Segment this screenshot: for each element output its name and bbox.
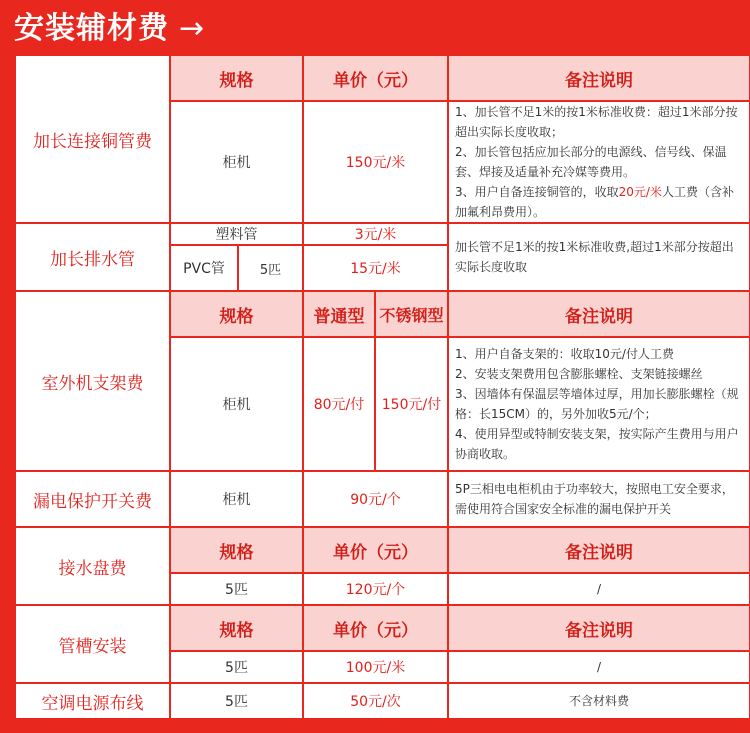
copper-header-note: 备注说明	[448, 55, 750, 101]
wiring-note: 不含材料费	[448, 683, 750, 719]
bracket-note-1: 1、用户自备支架的：收取10元/付人工费	[455, 347, 674, 361]
fee-table	[14, 54, 750, 720]
copper-note-2: 2、加长管包括应加长部分的电源线、信号线、保温套、焊接及适量补充冷媒等费用。	[455, 145, 727, 179]
tray-note: /	[448, 573, 750, 605]
bracket-price-normal: 80元/付	[303, 337, 375, 471]
bracket-name: 室外机支架费	[15, 291, 170, 471]
bracket-header-normal: 普通型	[303, 291, 375, 337]
copper-note	[448, 101, 750, 223]
bracket-note-2: 2、安装支架费用包含膨胀螺栓、支架链接螺丝	[455, 367, 703, 381]
bracket-note	[448, 337, 750, 471]
drain-name: 加长排水管	[15, 223, 170, 291]
page-title-text: 安装辅材费	[14, 11, 169, 46]
copper-name: 加长连接铜管费	[15, 55, 170, 223]
bracket-header-steel: 不锈钢型	[375, 291, 448, 337]
copper-note-3b: 人工费（含补加氟利昂费用）。	[455, 185, 734, 219]
duct-name: 管槽安装	[15, 605, 170, 683]
drain-spec-2-type: PVC管	[170, 245, 238, 291]
copper-note-1: 1、加长管不足1米的按1米标准收费：超过1米部分按超出实际长度收取；	[455, 105, 738, 139]
breaker-note: 5P三相电电柜机由于功率较大，按照电工安全要求，需使用符合国家安全标准的漏电保护开关	[448, 471, 750, 527]
duct-header-row	[15, 605, 750, 651]
drain-note: 加长管不足1米的按1米标准收费,超过1米部分按超出实际长度收取	[448, 223, 750, 291]
bracket-header-note: 备注说明	[448, 291, 750, 337]
drain-price-2: 15元/米	[303, 245, 448, 291]
drain-spec-2-size: 5匹	[238, 245, 303, 291]
bracket-note-4: 4、使用异型或特制安装支架，按实际产生费用与用户协商收取。	[455, 427, 739, 461]
bracket-header-spec: 规格	[170, 291, 303, 337]
copper-header-price: 单价（元）	[303, 55, 448, 101]
tray-header-price: 单价（元）	[303, 527, 448, 573]
bracket-price-steel: 150元/付	[375, 337, 448, 471]
copper-note-3a: 3、用户自备连接铜管的，收取	[455, 185, 619, 199]
breaker-spec: 柜机	[170, 471, 303, 527]
bracket-note-3: 3、因墙体有保温层等墙体过厚，用加长膨胀螺栓（规格：长15CM）的，另外加收5元/个；	[455, 387, 739, 421]
copper-price: 150元/米	[303, 101, 448, 223]
duct-price: 100元/米	[303, 651, 448, 683]
duct-header-note: 备注说明	[448, 605, 750, 651]
wiring-price: 50元/次	[303, 683, 448, 719]
breaker-name: 漏电保护开关费	[15, 471, 170, 527]
wiring-name: 空调电源布线	[15, 683, 170, 719]
breaker-row	[15, 471, 750, 527]
drain-row-1	[15, 223, 750, 245]
tray-header-spec: 规格	[170, 527, 303, 573]
tray-header-row	[15, 527, 750, 573]
copper-spec: 柜机	[170, 101, 303, 223]
tray-price: 120元/个	[303, 573, 448, 605]
copper-note-3-highlight: 20元/米	[618, 185, 662, 199]
drain-price-1: 3元/米	[303, 223, 448, 245]
duct-header-price: 单价（元）	[303, 605, 448, 651]
duct-header-spec: 规格	[170, 605, 303, 651]
wiring-spec: 5匹	[170, 683, 303, 719]
copper-header-row	[15, 55, 750, 101]
tray-name: 接水盘费	[15, 527, 170, 605]
copper-note-3	[455, 182, 743, 222]
bracket-spec: 柜机	[170, 337, 303, 471]
wiring-row	[15, 683, 750, 719]
arrow-right-icon: →	[179, 11, 206, 46]
duct-spec: 5匹	[170, 651, 303, 683]
drain-spec-1: 塑料管	[170, 223, 303, 245]
page-title	[14, 6, 205, 52]
tray-header-note: 备注说明	[448, 527, 750, 573]
duct-note: /	[448, 651, 750, 683]
tray-spec: 5匹	[170, 573, 303, 605]
breaker-price: 90元/个	[303, 471, 448, 527]
copper-header-spec: 规格	[170, 55, 303, 101]
bracket-header-row	[15, 291, 750, 337]
